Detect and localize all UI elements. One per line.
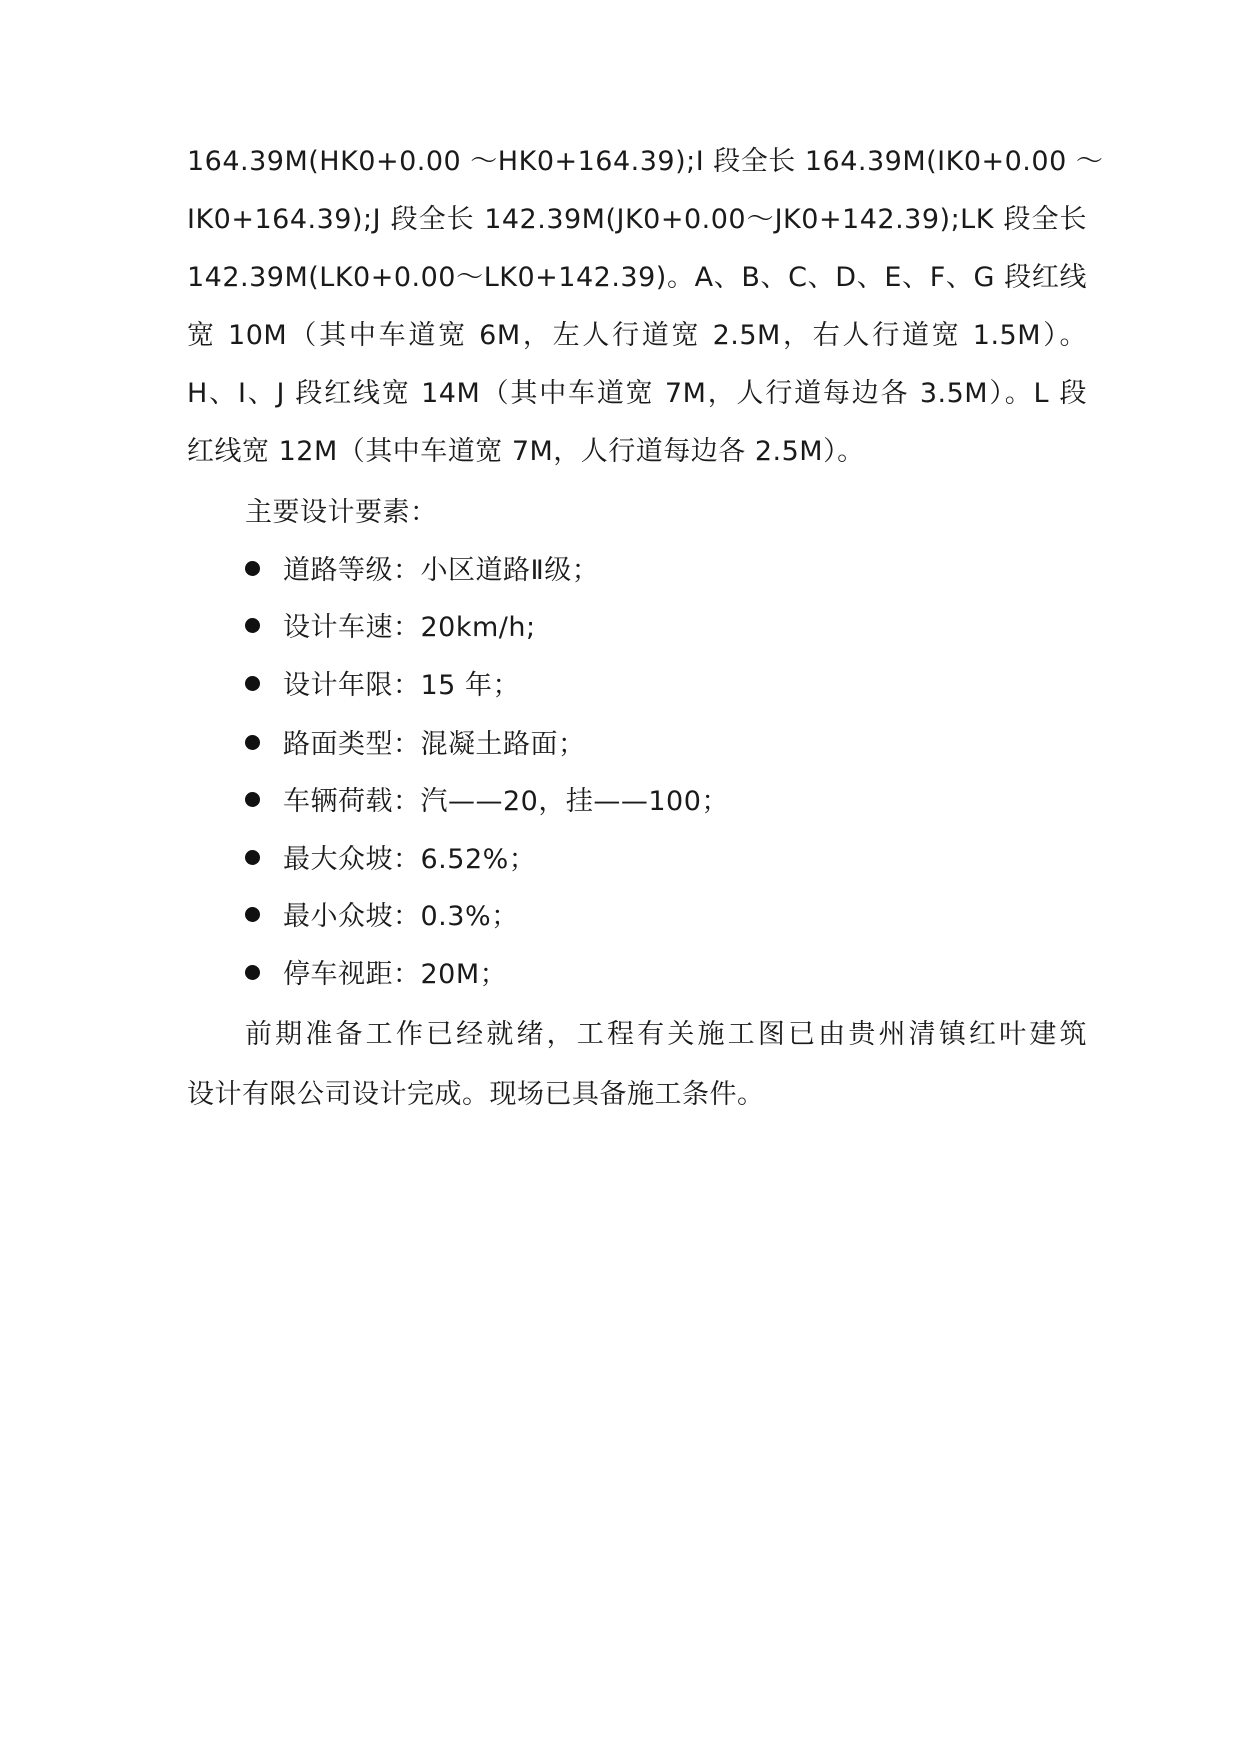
list-item bbox=[245, 782, 1045, 822]
list-item-text: 最小众坡：0.3%； bbox=[283, 901, 519, 932]
list-item-text: 设计车速：20km/h; bbox=[283, 612, 536, 643]
bullet-icon bbox=[245, 735, 260, 750]
paragraph-line: 164.39M(HK0+0.00 ～HK0+164.39);I 段全长 164.39M(IK0+0.00 ～ bbox=[187, 146, 1104, 177]
paragraph-line: 设计有限公司设计完成。现场已具备施工条件。 bbox=[187, 1079, 765, 1110]
list-item bbox=[245, 608, 1045, 648]
list-item bbox=[245, 840, 1045, 880]
design-elements-heading: 主要设计要素： bbox=[245, 497, 438, 528]
list-item bbox=[245, 725, 1045, 765]
bullet-icon bbox=[245, 676, 260, 691]
bullet-icon bbox=[245, 907, 260, 922]
bullet-icon bbox=[245, 618, 260, 633]
list-item bbox=[245, 551, 1045, 591]
list-item bbox=[245, 897, 1045, 937]
bullet-icon bbox=[245, 965, 260, 980]
list-item-text: 最大众坡：6.52%； bbox=[283, 844, 537, 875]
paragraph-line: IK0+164.39);J 段全长 142.39M(JK0+0.00～JK0+142.39);LK 段全长 bbox=[187, 204, 1087, 235]
list-item bbox=[245, 955, 1045, 995]
paragraph-line: 142.39M(LK0+0.00～LK0+142.39)。A、B、C、D、E、F、G 段红线 bbox=[187, 262, 1087, 293]
bullet-icon bbox=[245, 850, 260, 865]
paragraph-line: 宽 10M（其中车道宽 6M，左人行道宽 2.5M，右人行道宽 1.5M）。 bbox=[187, 320, 1087, 351]
bullet-icon bbox=[245, 792, 260, 807]
list-item-text: 设计年限：15 年； bbox=[283, 670, 520, 701]
list-item bbox=[245, 666, 1045, 706]
paragraph-line: H、I、J 段红线宽 14M（其中车道宽 7M，人行道每边各 3.5M）。L 段 bbox=[187, 378, 1087, 409]
paragraph-line: 前期准备工作已经就绪，工程有关施工图已由贵州清镇红叶建筑 bbox=[245, 1019, 1087, 1050]
list-item-text: 停车视距：20M； bbox=[283, 959, 508, 990]
list-item-text: 道路等级：小区道路Ⅱ级； bbox=[283, 555, 600, 586]
list-item-text: 车辆荷载：汽——20，挂——100； bbox=[283, 786, 729, 817]
paragraph-line: 红线宽 12M（其中车道宽 7M，人行道每边各 2.5M）。 bbox=[187, 436, 865, 467]
bullet-icon bbox=[245, 561, 260, 576]
list-item-text: 路面类型：混凝土路面； bbox=[283, 729, 586, 760]
